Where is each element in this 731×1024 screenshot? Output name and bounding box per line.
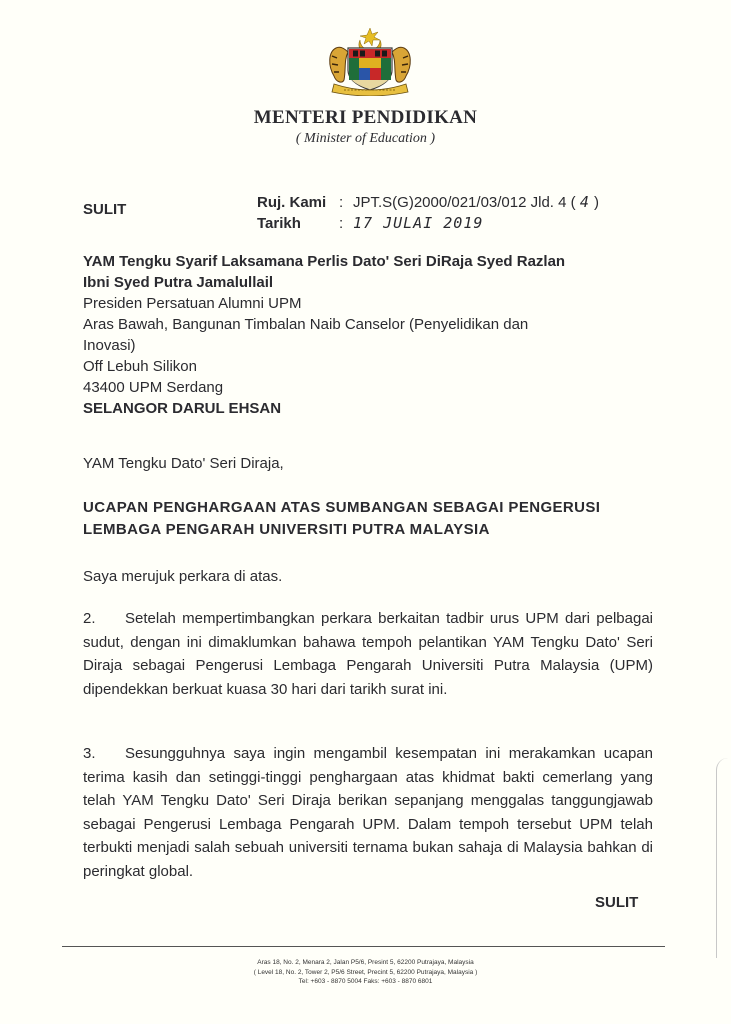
paragraph-text: Sesungguhnya saya ingin mengambil kesempatan ini merakamkan ucapan terima kasih dan setinggi-tinggi penghargaan atas khidmat bakti cemerlang yang telah YAM Tengku Dato' Seri Diraja berikan sepanjang menggalas tanggungjawab sebagai Pengerusi Lembaga Pengarah UPM. Dalam tempoh tersebut UPM telah terbukti menjadi salah sebuah universiti ternama bukan sahaja di Malaysia bahkan di peringkat global.	[83, 745, 653, 880]
subject-line1: UCAPAN PENGHARGAAN ATAS SUMBANGAN SEBAGAI PENGERUSI	[83, 499, 601, 516]
address-line: Aras Bawah, Bangunan Timbalan Naib Canselor (Penyelidikan dan	[83, 316, 529, 333]
paragraph-2	[83, 607, 653, 701]
subject-heading	[83, 497, 653, 541]
paragraph-3	[83, 742, 653, 883]
subject-line2: LEMBAGA PENGARAH UNIVERSITI PUTRA MALAYSIA	[83, 521, 490, 538]
address-line: Presiden Persatuan Alumni UPM	[83, 295, 302, 312]
paragraph-text: Setelah mempertimbangkan perkara berkaitan tadbir urus UPM dari pelbagai sudut, dengan ini dimaklumkan bahawa tempoh pelantikan YAM Tengku Dato' Seri Diraja sebagai Pengerusi Lembaga Pengarah Universiti Putra Malaysia (UPM) dipendekkan berkuat kuasa 30 hari dari tarikh surat ini.	[83, 610, 653, 698]
ruj-label: Ruj. Kami	[257, 194, 327, 211]
paragraph-number: 2.	[83, 610, 96, 627]
paragraph-number: 3.	[83, 745, 96, 762]
reference-sentence: Saya merujuk perkara di atas.	[83, 568, 283, 585]
reference-row	[257, 192, 599, 213]
footer-address-malay: Aras 18, No. 2, Menara 2, Jalan P5/6, Presint 5, 62200 Putrajaya, Malaysia	[257, 959, 474, 966]
colon: :	[339, 194, 344, 211]
reference-block	[257, 192, 599, 234]
salutation: YAM Tengku Dato' Seri Diraja,	[83, 455, 284, 472]
footer-contact: Tel: +603 - 8870 5004 Faks: +603 - 8870 6801	[298, 978, 433, 985]
recipient-address	[83, 251, 653, 419]
ministry-subtitle: ( Minister of Education )	[295, 131, 436, 146]
classification-top: SULIT	[83, 201, 127, 218]
ruj-close: )	[594, 194, 600, 211]
tarikh-label: Tarikh	[257, 215, 301, 232]
colon: :	[339, 215, 344, 232]
ruj-handwritten: 4	[579, 193, 590, 211]
address-line: Inovasi)	[83, 337, 136, 354]
footer-address-english: ( Level 18, No. 2, Tower 2, P5/6 Street, Precint 5, 62200 Putrajaya, Malaysia )	[253, 968, 478, 976]
classification-bottom: SULIT	[595, 894, 639, 911]
ruj-value: JPT.S(G)2000/021/03/012 Jld. 4 (	[353, 194, 576, 211]
recipient-name-line2: Ibni Syed Putra Jamalullail	[83, 274, 274, 291]
page-curl-edge	[716, 758, 731, 958]
coat-of-arms-icon	[322, 26, 418, 96]
address-state: SELANGOR DARUL EHSAN	[83, 400, 282, 417]
tarikh-value: 17 JULAI 2019	[353, 214, 484, 232]
address-line: Off Lebuh Silikon	[83, 358, 197, 375]
recipient-name-line1: YAM Tengku Syarif Laksamana Perlis Dato' Seri DiRaja Syed Razlan	[83, 253, 566, 270]
date-row	[257, 213, 599, 234]
ministry-title: MENTERI PENDIDIKAN	[253, 107, 478, 128]
address-line: 43400 UPM Serdang	[83, 379, 224, 396]
footer-divider	[62, 946, 665, 947]
